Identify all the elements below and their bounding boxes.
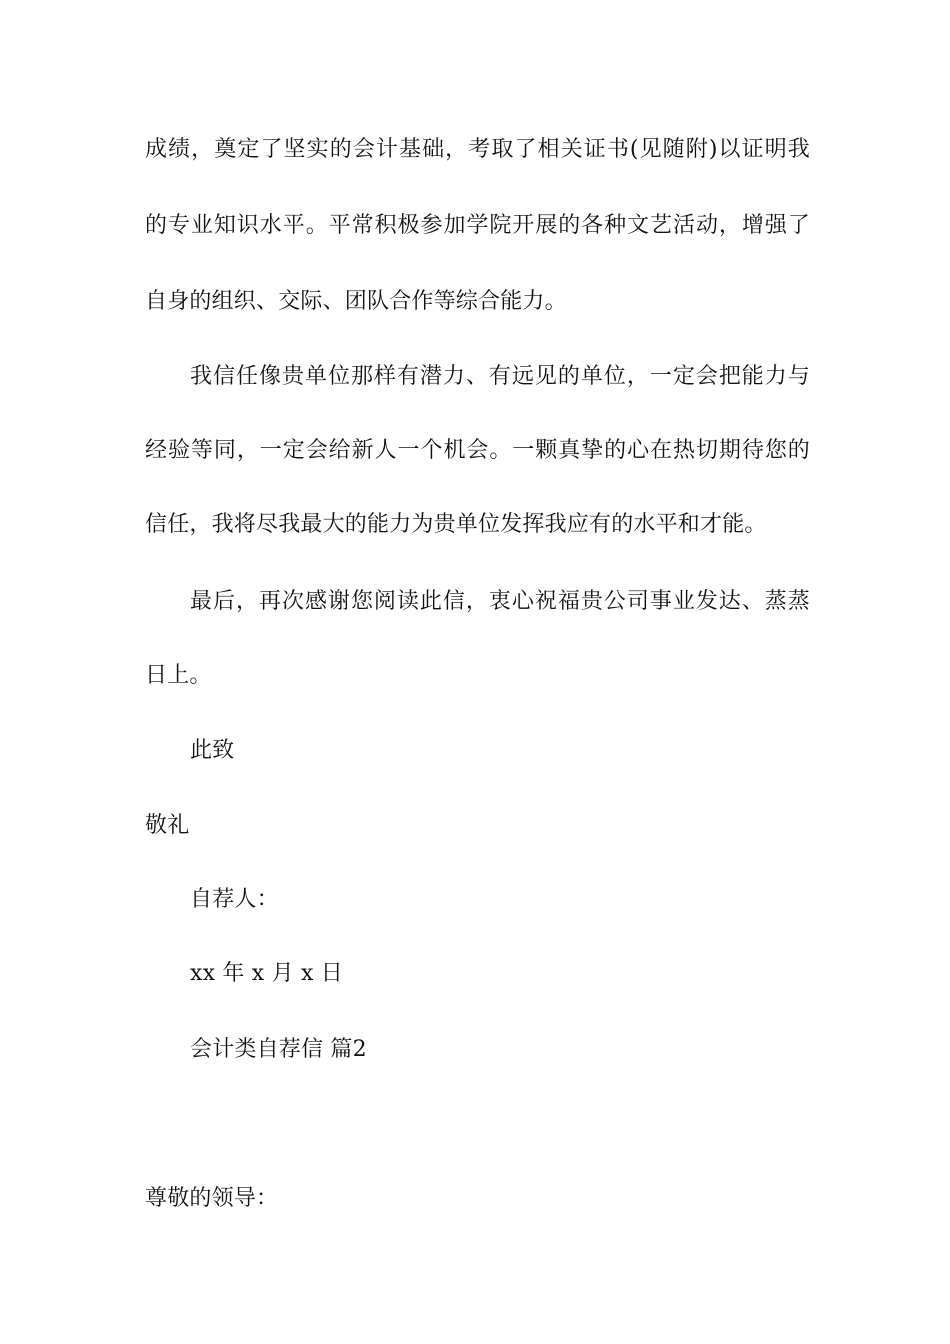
body-line: 自身的组织、交际、团队合作等综合能力。 <box>145 289 567 314</box>
body-line: 经验等同，一定会给新人一个机会。一颗真挚的心在热切期待您的 <box>145 438 810 463</box>
body-line: 成绩，奠定了坚实的会计基础，考取了相关证书(见随附)以证明我 <box>145 137 810 162</box>
closing-salute: 敬礼 <box>145 813 190 838</box>
body-line: 的专业知识水平。平常积极参加学院开展的各种文艺活动，增强了 <box>145 213 810 238</box>
signature-label: 自荐人： <box>190 887 279 912</box>
letter-date: xx 年 x 月 x 日 <box>190 961 343 986</box>
closing-greeting: 此致 <box>190 738 235 763</box>
body-line: 信任，我将尽我最大的能力为贵单位发挥我应有的水平和才能。 <box>145 512 767 537</box>
section-title: 会计类自荐信 篇2 <box>190 1037 367 1062</box>
body-line: 我信任像贵单位那样有潜力、有远见的单位，一定会把能力与 <box>190 364 810 389</box>
salutation: 尊敬的领导： <box>145 1186 279 1211</box>
body-line: 日上。 <box>145 663 212 688</box>
body-line: 最后，再次感谢您阅读此信，衷心祝福贵公司事业发达、蒸蒸 <box>190 589 810 614</box>
